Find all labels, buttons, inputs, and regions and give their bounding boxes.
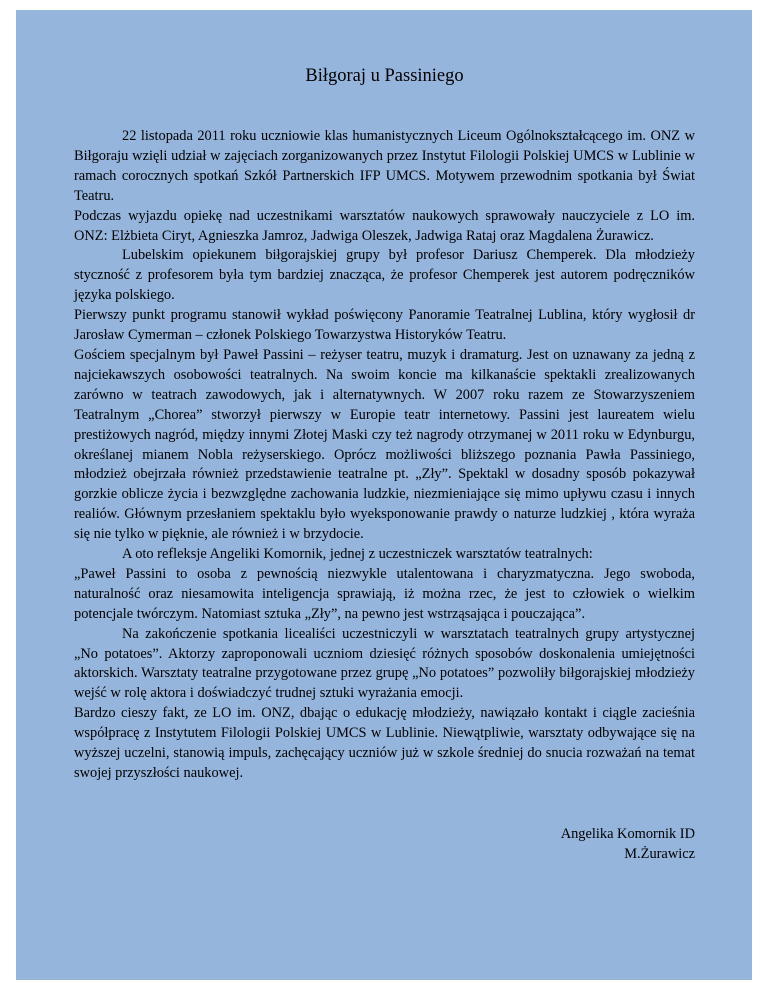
paragraph-4: Pierwszy punkt programu stanowił wykład poświęcony Panoramie Teatralnej Lublina, który wygłosił dr Jarosław Cymerman – członek Polskiego Towarzystwa Historyków Teatru. [74, 307, 695, 344]
paragraph-1: 22 listopada 2011 roku uczniowie klas humanistycznych Liceum Ogólnokształcącego im. ONZ w Biłgoraju wzięli udział w zajęciach zorganizowanych przez Instytut Filologii Polskiej UMCS w Lublinie w ramach corocznych spotkań Szkół Partnerskich IFP UMCS. Motywem przewodnim spotkania był Świat Teatru. [74, 128, 695, 204]
article-body [74, 127, 695, 784]
paragraph-8: Na zakończenie spotkania licealiści uczestniczyli w warsztatach teatralnych grupy artystycznej „No potatoes”. Aktorzy zaproponowali uczniom dziesięć różnych sposobów doskonalenia umiejętności aktorskich. Warsztaty teatralne przygotowane przez grupę „No potatoes” pozwoliły biłgorajskiej młodzieży wejść w rolę aktora i doświadczyć trudnej sztuki wyrażania emocji. [74, 625, 695, 702]
signature-author: Angelika Komornik ID [560, 825, 695, 842]
document-page [16, 10, 752, 980]
paragraph-7: „Paweł Passini to osoba z pewnością niezwykle utalentowana i charyzmatyczna. Jego swoboda, naturalność oraz niesamowita inteligencja sprawiają, iż można rzec, że jest to człowiek o wielkim potencjale twórczym. Natomiast sztuka „Zły”, na pewno jest wstrząsająca i pouczająca”. [74, 565, 695, 622]
paragraph-2: Podczas wyjazdu opiekę nad uczestnikami warsztatów naukowych sprawowały nauczyciele z LO im. ONZ: Elżbieta Ciryt, Agnieszka Jamroz, Jadwiga Oleszek, Jadwiga Rataj oraz Magdalena Żurawicz. [74, 207, 695, 244]
paragraph-9: Bardzo cieszy fakt, ze LO im. ONZ, dbając o edukację młodzieży, nawiązało kontakt i ciągle zacieśnia współpracę z Instytutem Filologii Polskiej UMCS w Lublinie. Niewątpliwie, warsztaty odbywające się na wyższej uczelni, stanowią impuls, zachęcający uczniów już w szkole średniej do snucia rozważań na temat swojej przyszłości naukowej. [74, 705, 695, 781]
paragraph-3: Lubelskim opiekunem biłgorajskiej grupy był profesor Dariusz Chemperek. Dla młodzieży styczność z profesorem była tym bardziej znacząca, że profesor Chemperek jest autorem podręczników języka polskiego. [74, 247, 695, 304]
signature-block [74, 824, 695, 864]
document-title: Biłgoraj u Passiniego [305, 66, 464, 86]
paragraph-6: A oto refleksje Angeliki Komornik, jednej z uczestniczek warsztatów teatralnych: [122, 546, 593, 563]
signature-teacher: M.Żurawicz [624, 845, 695, 862]
paragraph-5: Gościem specjalnym był Paweł Passini – reżyser teatru, muzyk i dramaturg. Jest on uznawany za jedną z najciekawszych osobowości teatralnych. Na swoim koncie ma kilkanaście spektakli zrealizowanych zarówno w teatrach zawodowych, jak i alternatywnych. W 2007 roku razem ze Stowarzyszeniem Teatralnym „Chorea” stworzył pierwszy w Europie teatr internetowy. Passini jest laureatem wielu prestiżowych nagród, między innymi Złotej Maski czy też nagrody otrzymanej w 2011 roku w Edynburgu, określanej mianem Nobla reżyserskiego. Oprócz możliwości bliższego poznania Pawła Passiniego, młodzież obejrzała również przedstawienie teatralne pt. „Zły”. Spektakl w dosadny sposób pokazywał gorzkie oblicze życia i bezwzględne zachowania ludzkie, niezmieniające się mimo upływu czasu i innych realiów. Głównym przesłaniem spektaklu było wyeksponowanie prawdy o naturze ludzkiej , która wyraża się nie tylko w pięknie, ale również i w brzydocie. [74, 346, 695, 543]
